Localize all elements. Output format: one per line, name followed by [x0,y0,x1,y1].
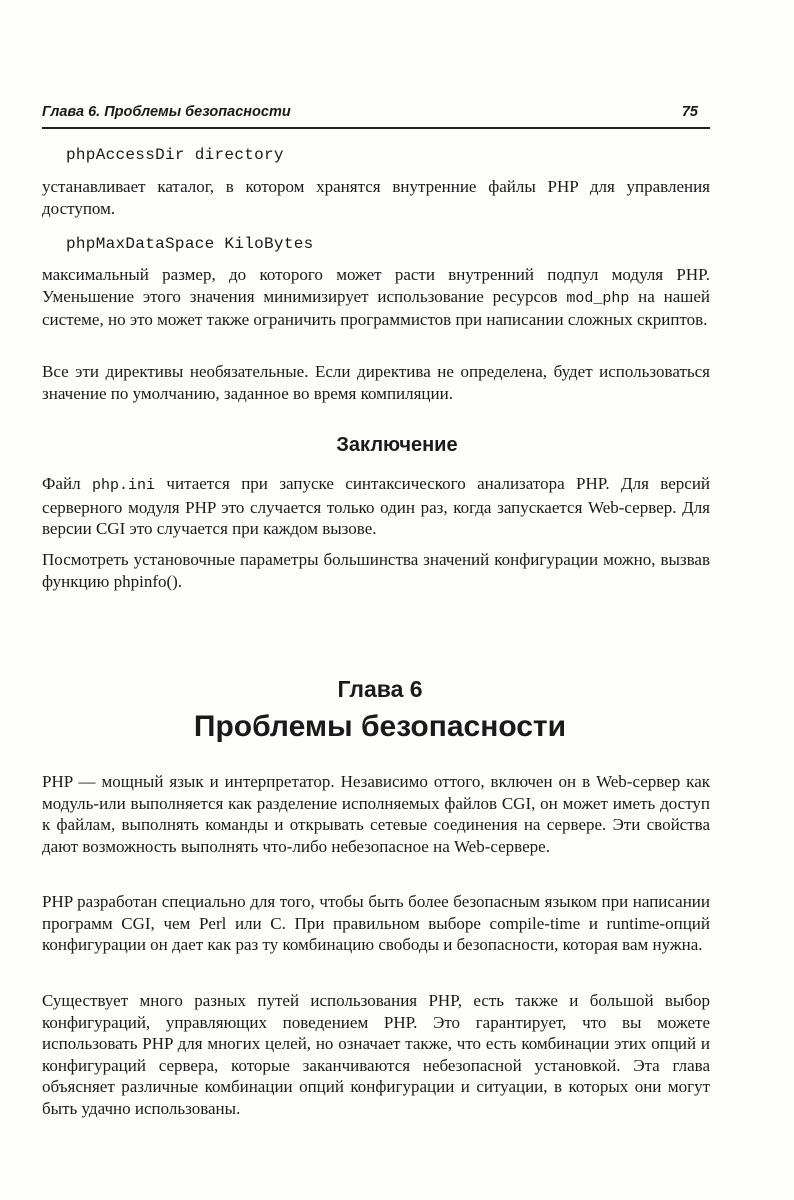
chapter-number: Глава 6 [337,676,423,702]
php-ini-code: php.ini [91,477,155,494]
section-heading-conclusion: Заключение [336,434,458,456]
paragraph-conclusion-2: Посмотреть установочные параметры большинства значений конфигурации можно, вызвав функцию phpinfo(). [42,550,710,591]
paragraph-max-data-space [42,264,710,331]
chapter-title: Проблемы безопасности [193,710,567,743]
conclusion-p1-rest: читается при запуске синтаксического анализатора PHP. Для версий серверного модуля PHP это случается только один раз, когда запускается Web-сервер. Для версии CGI это случается при каждом вызове. [42,474,711,538]
paragraph-chapter-2: PHP разработан специально для того, чтобы быть более безопасным языком при написании программ CGI, чем Perl или С. При правильном выборе compile-time и runtime-опций конфигурации он дает как раз ту комбинацию свободы и безопасности, которая вам нужна. [42,892,710,954]
running-header [42,104,702,120]
max-data-text-2: на нашей системе, но это может также ограничить программистов при написании сложных скриптов. [42,286,710,329]
paragraph-conclusion-1 [42,473,710,540]
paragraph-chapter-3: Существует много разных путей использования PHP, есть также и большой выбор конфигураций, управляющих поведением PHP. Это гарантирует, что вы можете использовать PHP для многих целей, но означает также, что есть комбинации этих опций и конфигураций сервера, которые заканчиваются небезопасной установкой. Эта глава объясняет различные комбинации опций конфигурации и ситуации, в которых они могут быть удачно использованы. [42,991,710,1118]
code-max-data-space: phpMaxDataSpace KiloBytes [66,235,314,253]
mod-php-code: mod_php [566,289,630,307]
code-access-dir: phpAccessDir directory [66,146,284,164]
paragraph-access-dir: устанавливает каталог, в котором хранятся внутренние файлы PHP для управления доступом. [42,177,710,218]
header-rule [42,127,710,129]
paragraph-chapter-1: PHP — мощный язык и интерпретатор. Независимо оттого, включен он в Web-сервер как модуль-или выполняется как разделение исполняемых файлов CGI, он может иметь доступ к файлам, выполнять команды и открывать сетевые соединения на сервере. Эти свойства дают возможность выполнять что-либо небезопасное на Web-сервере. [42,772,710,856]
conclusion-p1-start: Файл [42,474,81,493]
max-data-text-1: максимальный размер, до которого может расти внутренний подпул модуля PHP. Уменьшение этого значения минимизирует использование ресурсов [42,265,710,306]
paragraph-optional-directives: Все эти директивы необязательные. Если директива не определена, будет использоваться значение по умолчанию, заданное во время компиляции. [42,362,710,403]
running-title: Глава 6. Проблемы безопасности [42,104,291,120]
page-number: 75 [681,104,698,120]
